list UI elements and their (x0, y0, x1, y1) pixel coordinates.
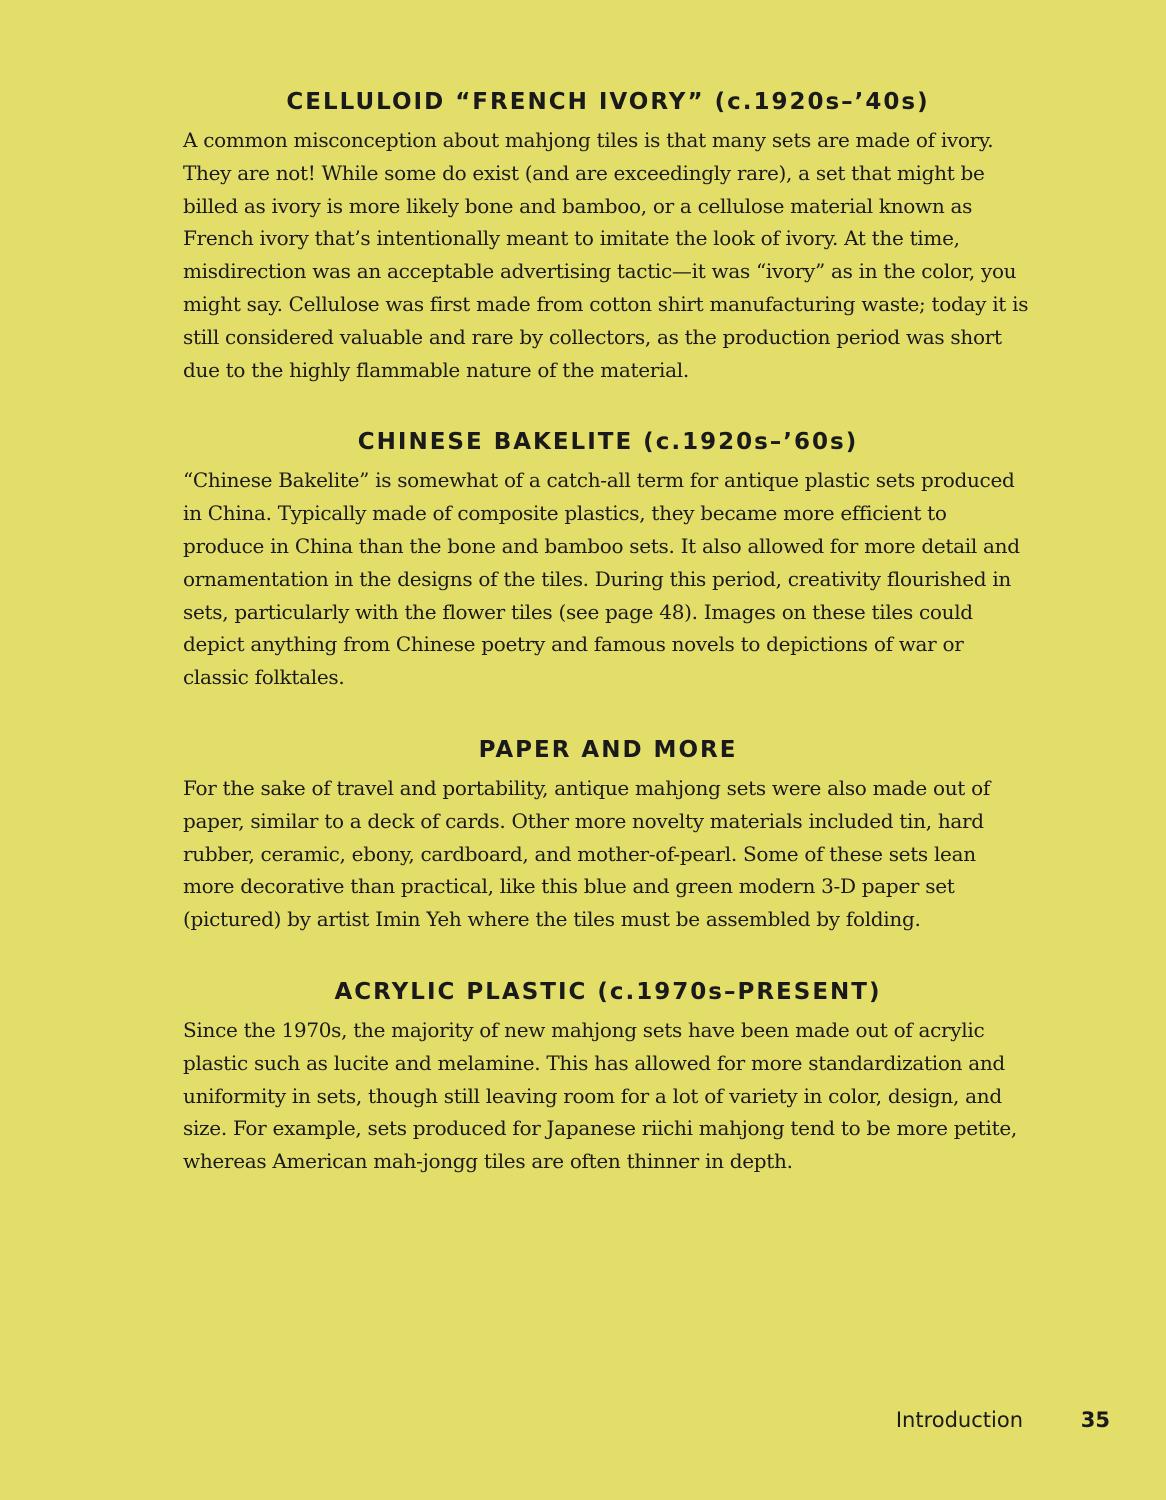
section-heading: ACRYLIC PLASTIC (c.1970s–PRESENT) (334, 978, 882, 1005)
section-heading: CHINESE BAKELITE (c.1920s–’60s) (357, 429, 859, 456)
page-footer (0, 1402, 1166, 1442)
section-paper (183, 728, 1033, 936)
section-heading: CELLULOID “FRENCH IVORY” (c.1920s–’40s) (286, 89, 930, 115)
section-bakelite (183, 420, 1033, 694)
section-paragraph: Since the 1970s, the majority of new mahjong sets have been made out of acrylic plastic such as lucite and melamine. This has allowed for more standardization and uniformity in sets, though still leaving room for a lot of variety in color, design, and size. For example, sets produced for Japanese riichi mahjong tend to be more petite, whereas American mah-jongg tiles are often thinner in depth. (183, 1017, 1017, 1174)
footer-section-label: Introduction (895, 1408, 1023, 1432)
section-celluloid (183, 80, 1033, 386)
section-acrylic (183, 970, 1033, 1178)
section-heading: PAPER AND MORE (478, 736, 738, 763)
section-paragraph: “Chinese Bakelite” is somewhat of a catch-all term for antique plastic sets produced in China. Typically made of composite plastics, they became more efficient to produce in China than the bone and bamboo sets. It also allowed for more detail and ornamentation in the designs of the tiles. During this period, creativity flourished in sets, particularly with the flower tiles (see page 48). Images on these tiles could depict anything from Chinese poetry and famous novels to depictions of war or classic folktales. (183, 468, 1020, 690)
section-paragraph: A common misconception about mahjong tiles is that many sets are made of ivory. They are not! While some do exist (and are exceedingly rare), a set that might be billed as ivory is more likely bone and bamboo, or a cellulose material known as French ivory that’s intentionally meant to imitate the look of ivory. At the time, misdirection was an acceptable advertising tactic—it was “ivory” as in the color, you might say. Cellulose was first made from cotton shirt manufacturing waste; today it is still considered valuable and rare by collectors, as the production period was short due to the highly flammable nature of the material. (183, 128, 1029, 382)
page-content (183, 80, 1033, 1212)
page-number: 35 (1080, 1408, 1110, 1432)
section-paragraph: For the sake of travel and portability, antique mahjong sets were also made out of paper, similar to a deck of cards. Other more novelty materials included tin, hard rubber, ceramic, ebony, cardboard, and mother-of-pearl. Some of these sets lean more decorative than practical, like this blue and green modern 3-D paper set (pictured) by artist Imin Yeh where the tiles must be assembled by folding. (183, 775, 990, 932)
